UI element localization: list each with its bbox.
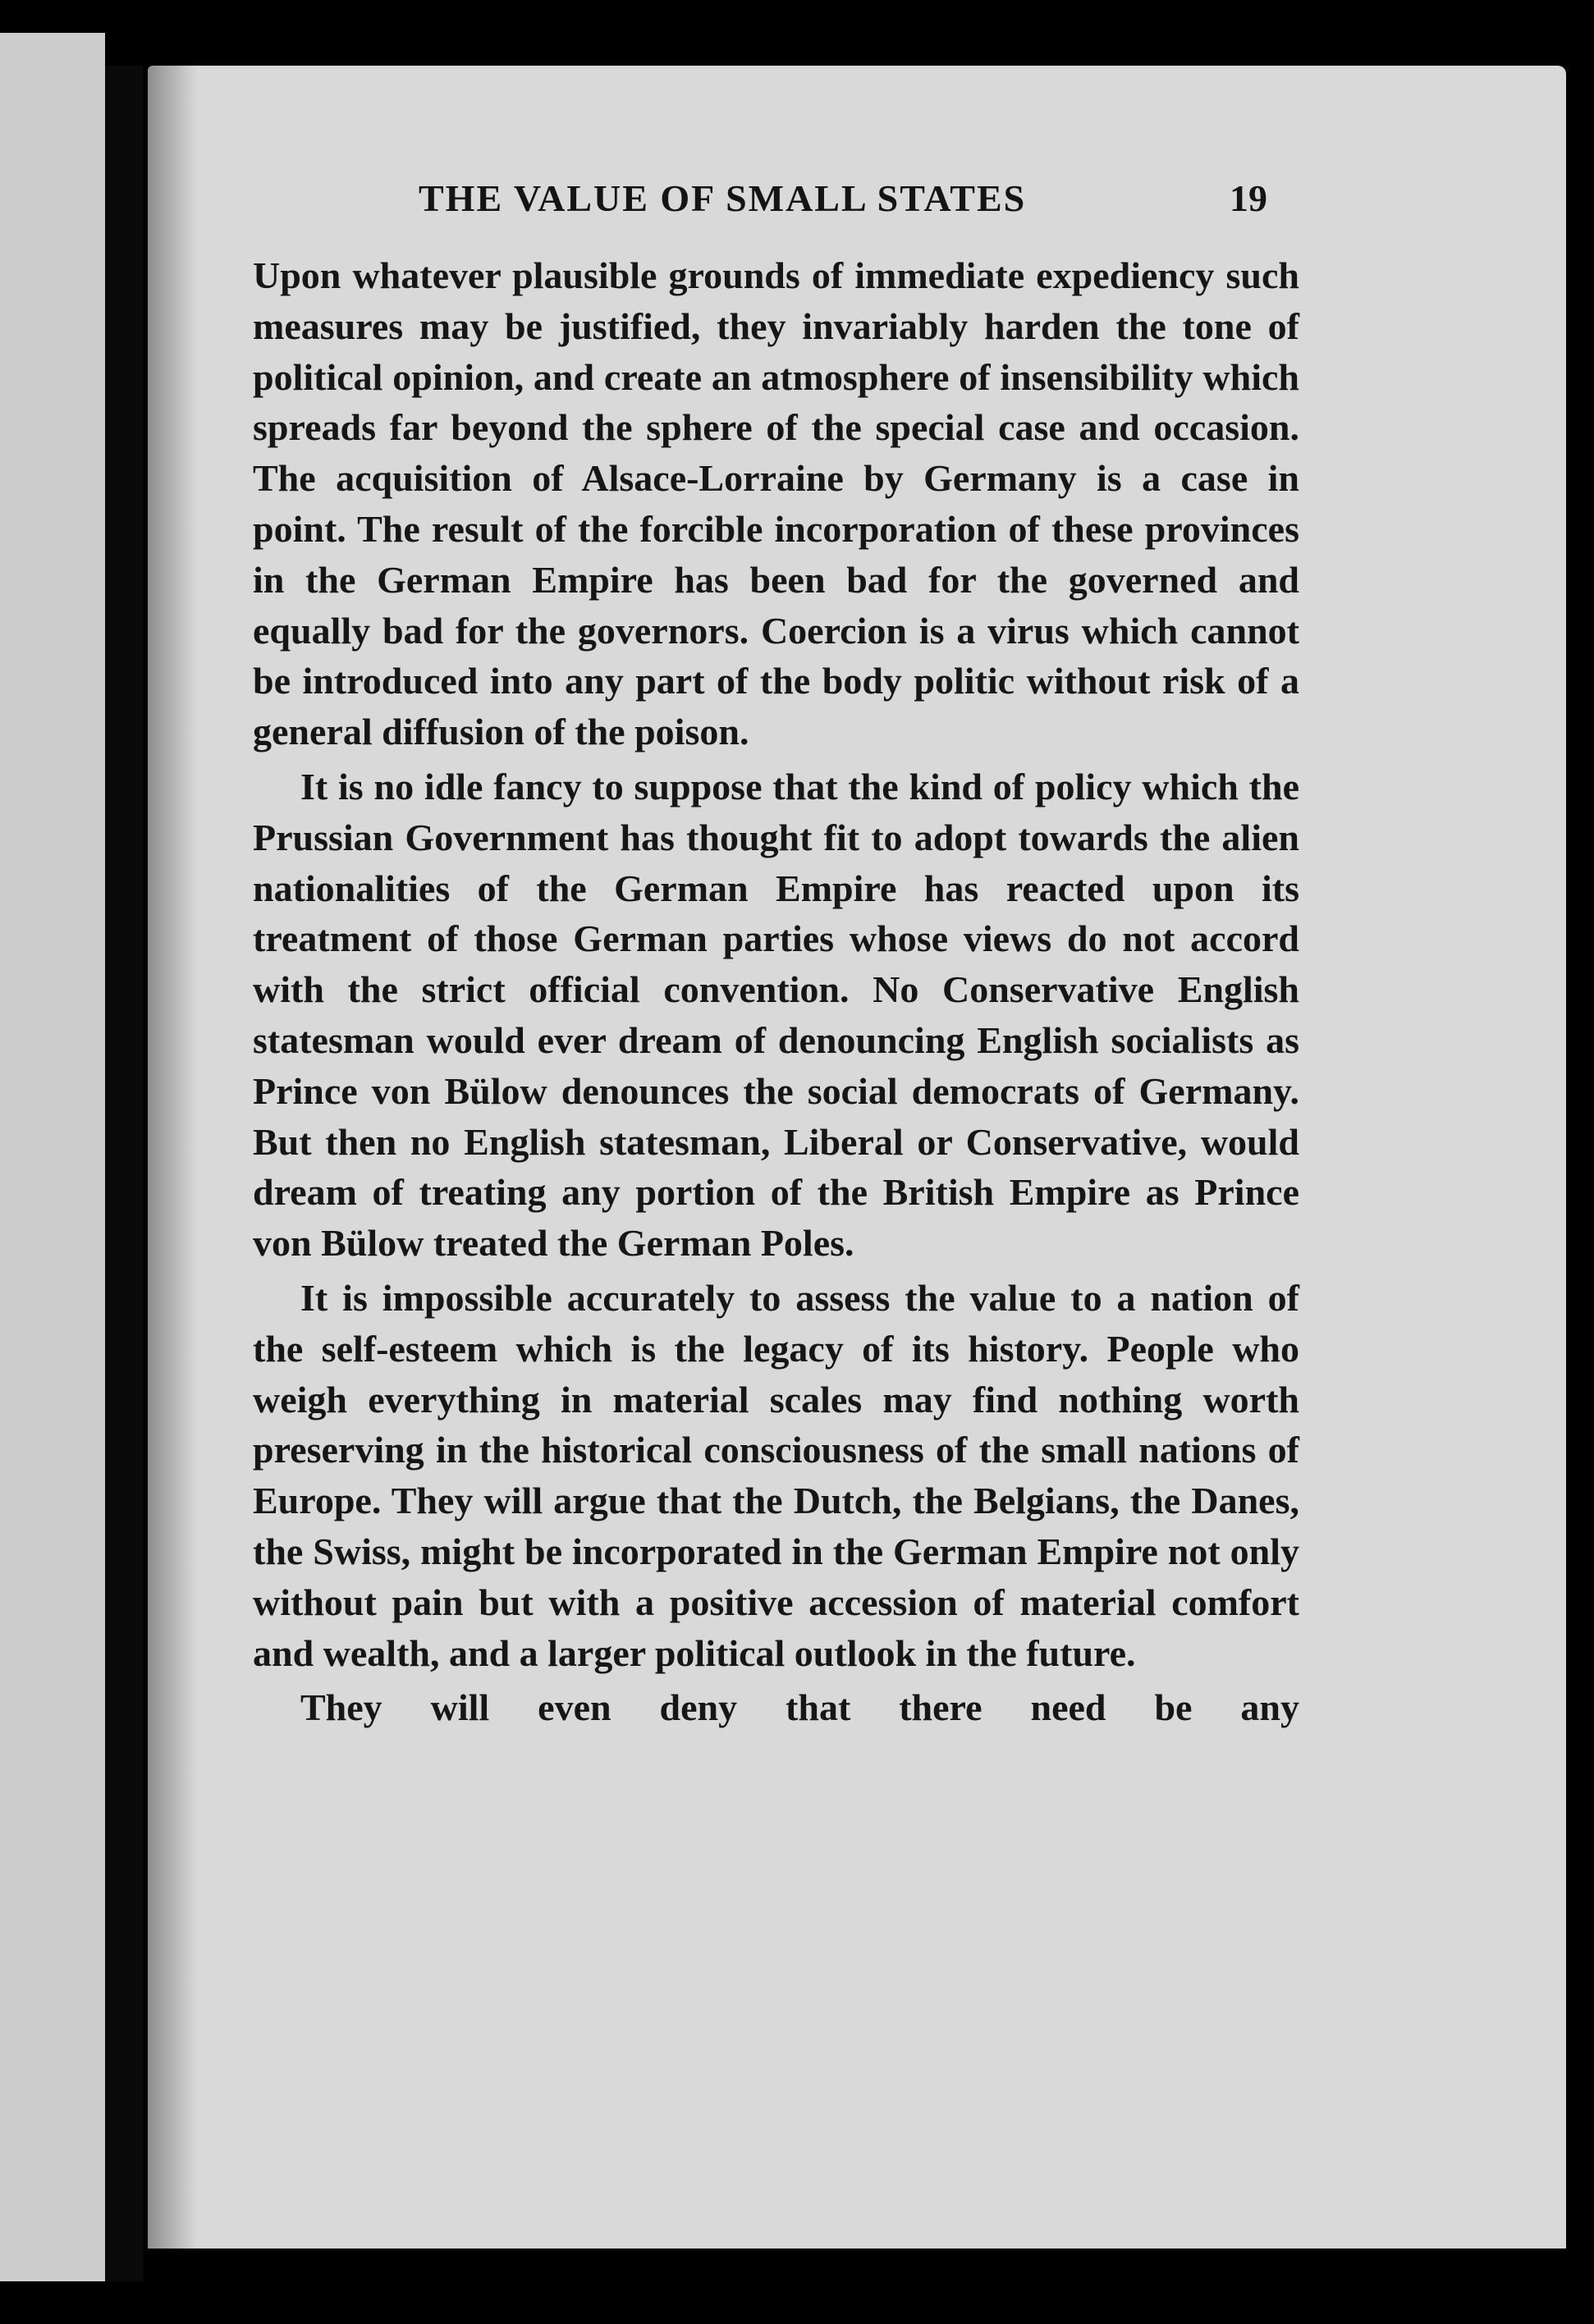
paragraph-2: It is no idle fancy to suppose that the kind of policy which the Prussian Government has thought fit to adopt towards the alien nationalities of the German Empire has reacted upon its treatment of those German parties whose views do not accord with the strict official convention. No Conservative English statesman would ever dream of denouncing English socialists as Prince von Bülow denounces the social democrats of Germany. But then no English statesman, Liberal or Conservative, would dream of treating any portion of the British Empire as Prince von Bülow treated the German Poles. [253, 765, 1299, 1265]
running-title: THE VALUE OF SMALL STATES [419, 177, 1027, 219]
body-text [253, 250, 1299, 1737]
page-number: 19 [1230, 177, 1267, 219]
paragraph-1: Upon whatever plausible grounds of immediate expediency such measures may be justified, they invariably harden the tone of political opinion, and create an atmosphere of insensibility which spreads far beyond the sphere of the special case and occasion. The acquisition of Alsace-Lorraine by Germany is a case in point. The result of the forcible incorporation of these provinces in the German Empire has been bad for the governed and equally bad for the governors. Coercion is a virus which cannot be introduced into any part of the body politic without risk of a general diffusion of the poison. [253, 254, 1299, 753]
running-head [148, 176, 1566, 234]
paragraph-4: They will even deny that there need be any [300, 1686, 1299, 1729]
book-binding-gutter [105, 66, 143, 2281]
gutter-shadow [148, 66, 197, 2249]
book-page [148, 66, 1566, 2249]
facing-page-edge [0, 33, 105, 2281]
paragraph-3: It is impossible accurately to assess the value to a nation of the self-esteem which is the legacy of its history. People who weigh everything in material scales may find nothing worth preserving in the historical consciousness of the small nations of Europe. They will argue that the Dutch, the Belgians, the Danes, the Swiss, might be incorporated in the German Empire not only without pain but with a positive accession of material comfort and wealth, and a larger political outlook in the future. [253, 1276, 1299, 1674]
